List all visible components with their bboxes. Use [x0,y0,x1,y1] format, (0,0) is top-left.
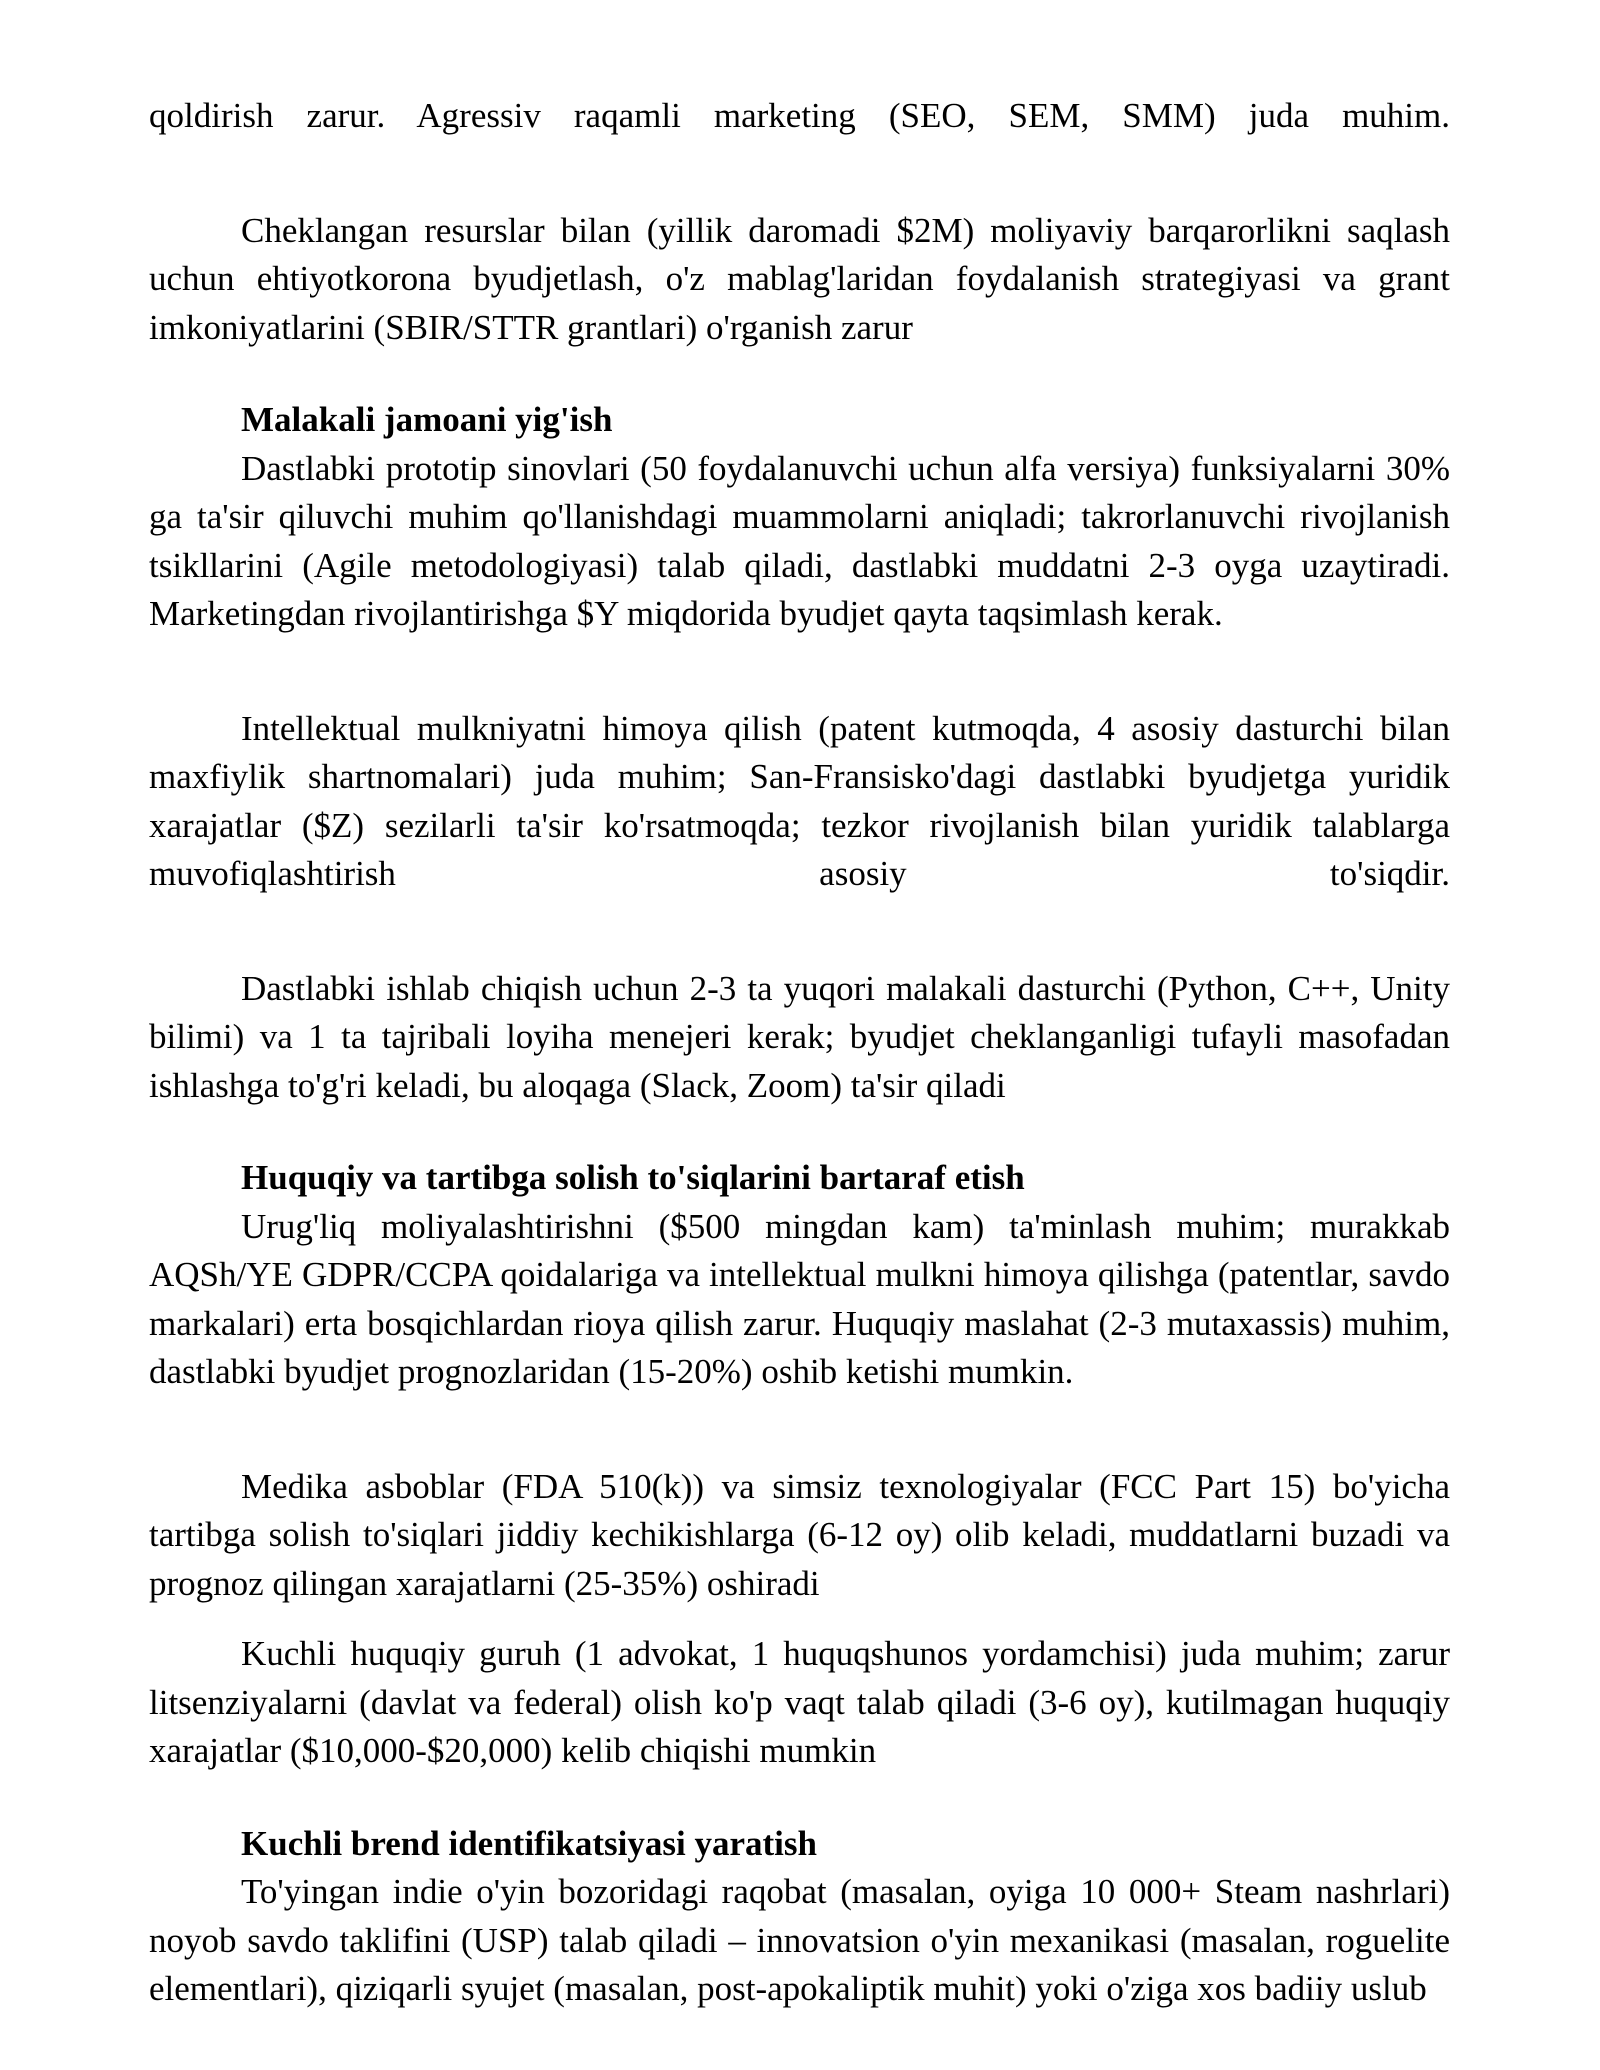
heading-team: Malakali jamoani yig'ish [241,400,613,439]
paragraph-seed-funding: Urug'liq moliyalashtirishni ($500 mingdan kam) ta'minlash muhim; murakkab AQSh/YE GDPR/CCPA qoidalariga va intellektual mulkni himoya qilishga (patentlar, savdo markalari) erta bosqichlardan rioya qilish zarur. Huquqiy maslahat (2-3 mutaxassis) muhim, dastlabki byudjet prognozlaridan (15-20%) oshib ketishi mumkin. [149,1206,1450,1391]
heading-legal: Huquqiy va tartibga solish to'siqlarini bartaraf etish [241,1158,1025,1197]
paragraph-intellectual-property: Intellektual mulkniyatni himoya qilish (patent kutmoqda, 4 asosiy dasturchi bilan maxfiylik shartnomalari) juda muhim; San-Fransisko'dagi dastlabki byudjetga yuridik xarajatlar ($Z) sezilarli ta'sir ko'rsatmoqda; tezkor rivojlanish bilan yuridik talablarga muvofiqlashtirish asosiy to'siqdir. [149,708,1450,893]
paragraph-legal-team: Kuchli huquqiy guruh (1 advokat, 1 huquqshunos yordamchisi) juda muhim; zarur litsenziyalarni (davlat va federal) olish ko'p vaqt talab qiladi (3-6 oy), kutilmagan huquqiy xarajatlar ($10,000-$20,000) kelib chiqishi mumkin [149,1634,1450,1770]
paragraph-regulatory: Medika asboblar (FDA 510(k)) va simsiz texnologiyalar (FCC Part 15) bo'yicha tartibga solish to'siqlari jiddiy kechikishlarga (6-12 oy) olib keladi, muddatlarni buzadi va prognoz qilingan xarajatlarni (25-35%) oshiradi [149,1466,1450,1603]
paragraph-marketing: qoldirish zarur. Agressiv raqamli marketing (SEO, SEM, SMM) juda muhim. [149,96,1450,135]
heading-brand: Kuchli brend identifikatsiyasi yaratish [241,1823,817,1863]
paragraph-budget: Cheklangan resurslar bilan (yillik daromadi $2M) moliyaviy barqarorlikni saqlash uchun ehtiyotkorona byudjetlash, o'z mablag'laridan foydalanish strategiyasi va grant imkoniyatlarini (SBIR/STTR grantlari) o'rganish zarur [149,210,1450,347]
paragraph-competition: To'yingan indie o'yin bozoridagi raqobat (masalan, oyiga 10 000+ Steam nashrlari) noyob savdo taklifini (USP) talab qiladi – innovatsion o'yin mexanikasi (masalan, roguelite elementlari), qiziqarli syujet (masalan, post-apokaliptik muhit) yoki o'ziga xos badiiy uslub [149,1872,1450,2008]
document-page [149,92,1450,2014]
paragraph-prototype: Dastlabki prototip sinovlari (50 foydalanuvchi uchun alfa versiya) funksiyalarni 30% ga ta'sir qiluvchi muhim qo'llanishdagi muammolarni aniqladi; takrorlanuvchi rivojlanish tsikllarini (Agile metodologiyasi) talab qiladi, dastlabki muddatni 2-3 oyga uzaytiradi. Marketingdan rivojlantirishga $Y miqdorida byudjet qayta taqsimlash kerak. [149,448,1450,633]
paragraph-developers: Dastlabki ishlab chiqish uchun 2-3 ta yuqori malakali dasturchi (Python, C++, Unity bilimi) va 1 ta tajribali loyiha menejeri kerak; byudjet cheklanganligi tufayli masofadan ishlashga to'g'ri keladi, bu aloqaga (Slack, Zoom) ta'sir qiladi [149,968,1450,1105]
